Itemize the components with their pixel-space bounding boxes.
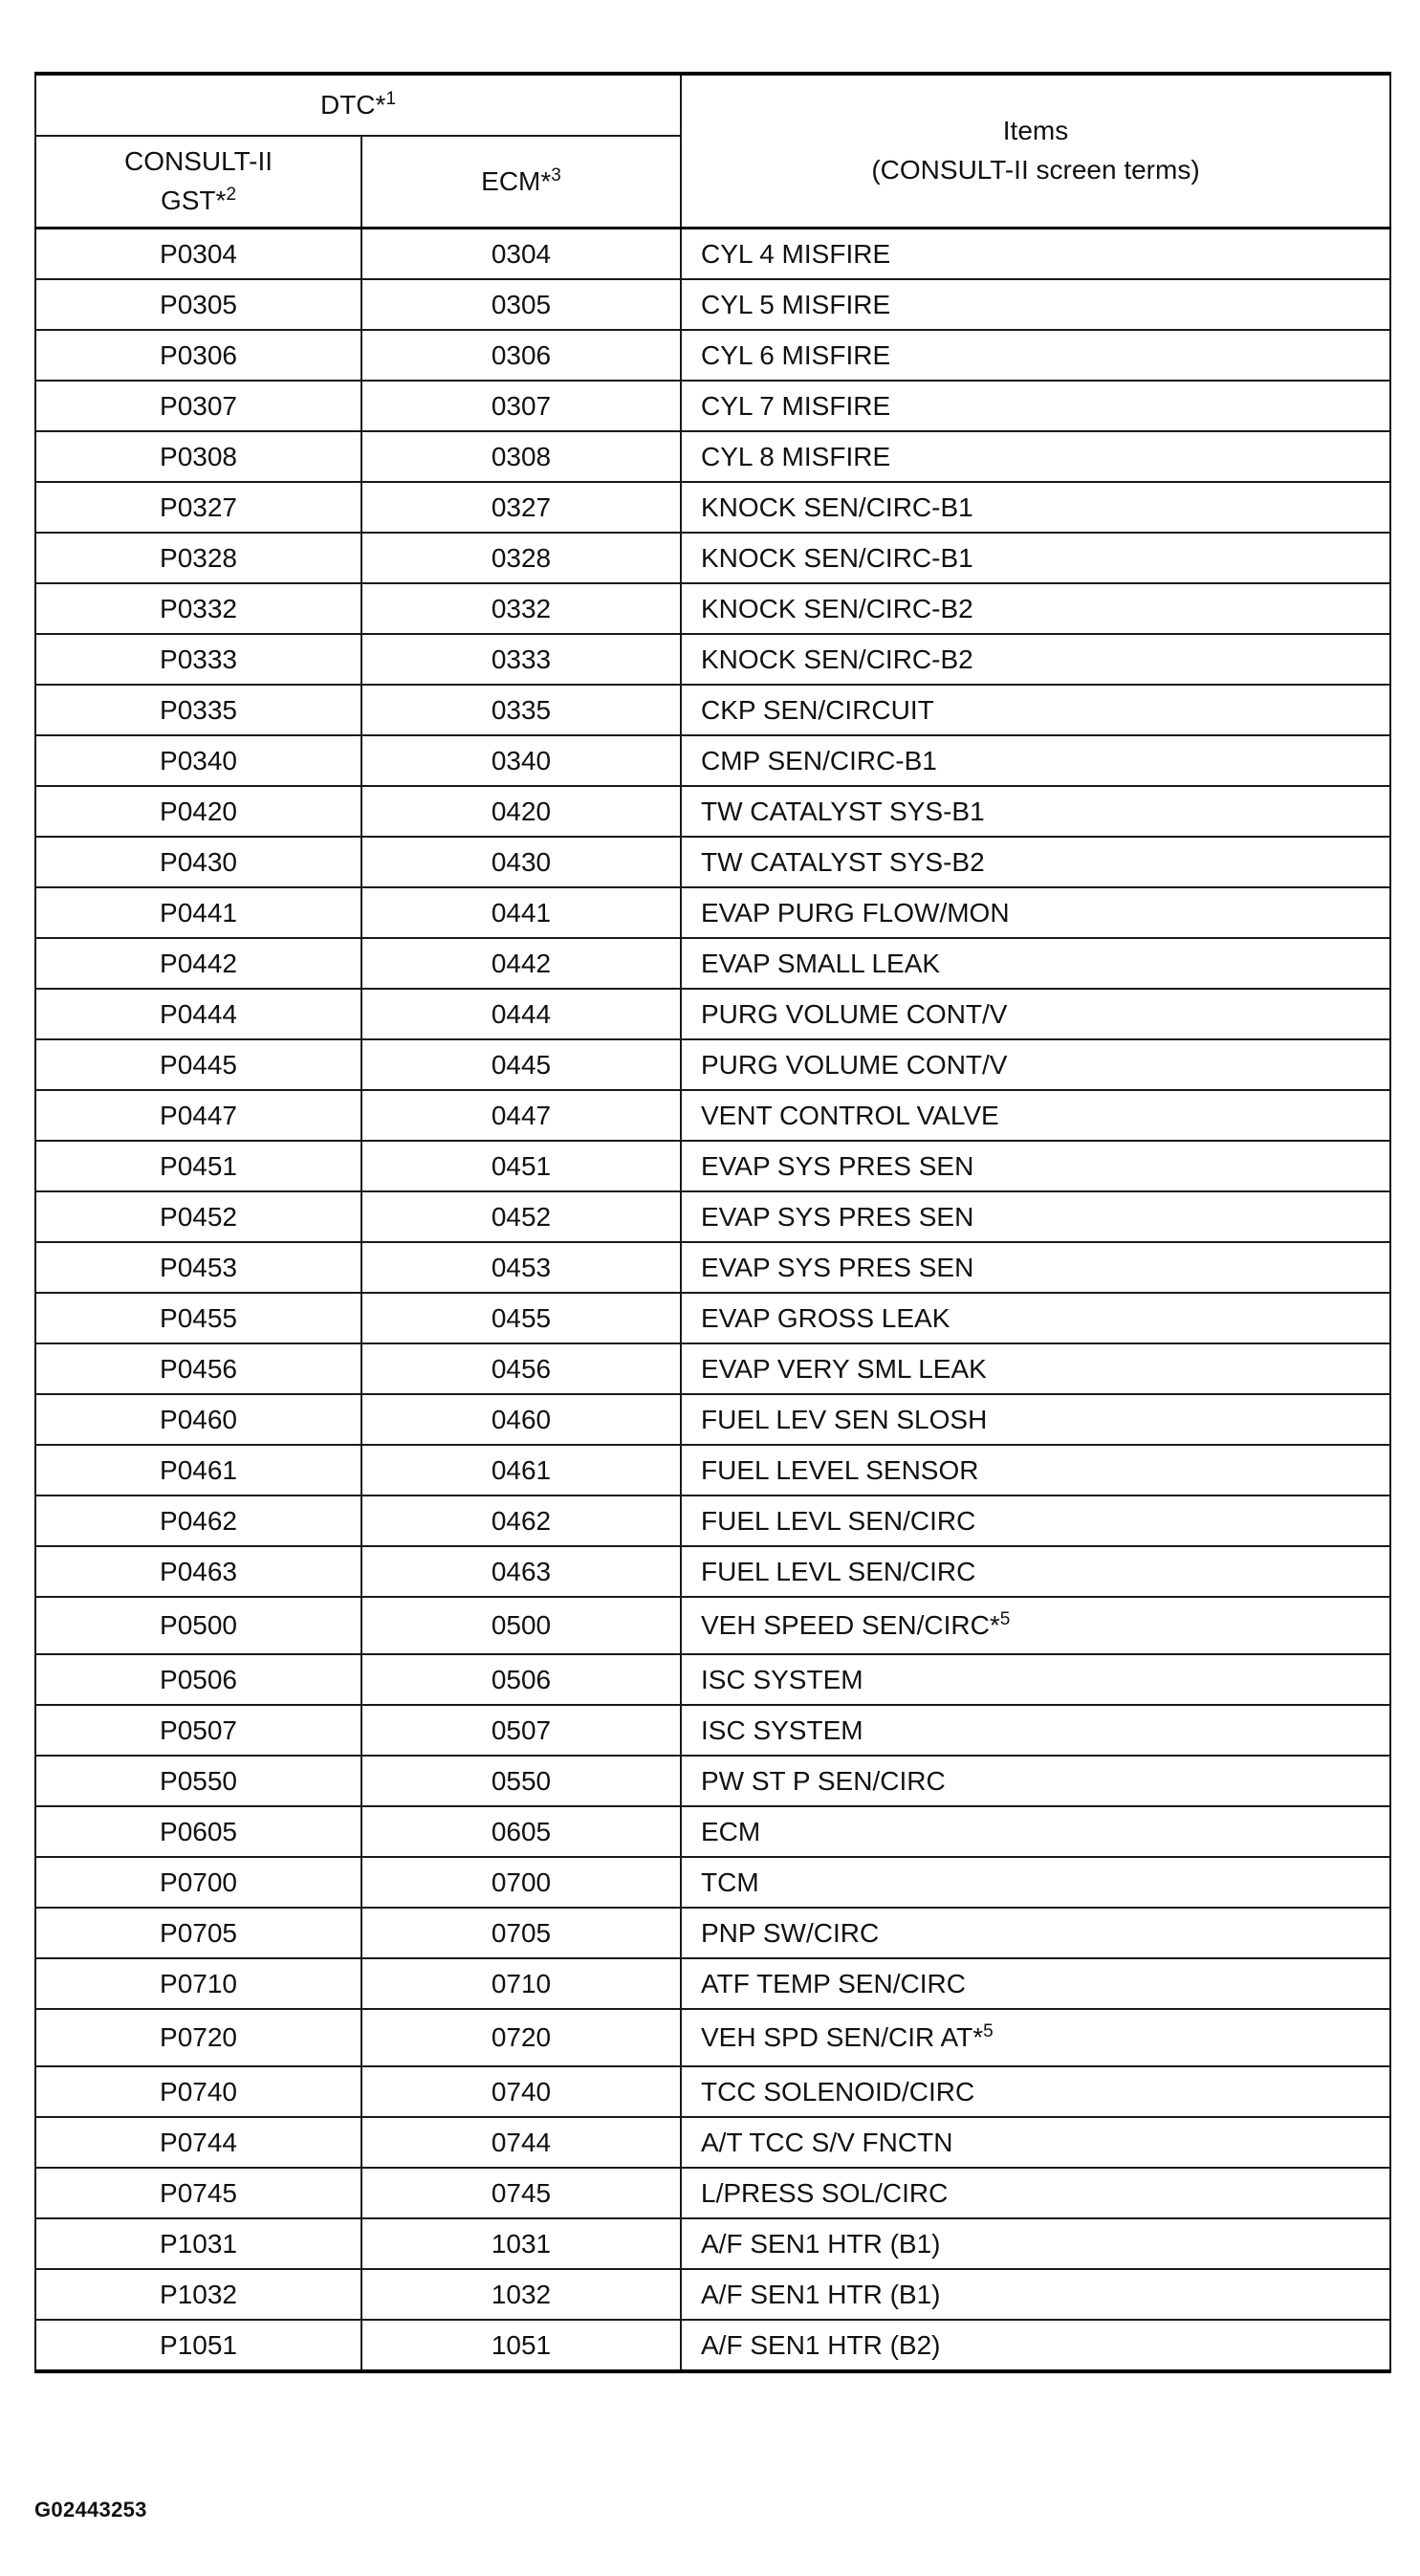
item-term (681, 735, 1390, 786)
consult-gst-code: P0745 (35, 2168, 361, 2218)
item-term (681, 1546, 1390, 1597)
ecm-code: 0455 (361, 1293, 681, 1343)
table-row (35, 2168, 1390, 2218)
item-term (681, 1090, 1390, 1141)
ecm-code: 0447 (361, 1090, 681, 1141)
table-row (35, 229, 1390, 280)
ecm-code: 0460 (361, 1394, 681, 1445)
item-term (681, 1191, 1390, 1242)
table-row (35, 1039, 1390, 1090)
item-term (681, 2117, 1390, 2168)
item-term-text: A/F SEN1 HTR (B1) (701, 2228, 941, 2259)
table-row (35, 1343, 1390, 1394)
ecm-code: 0550 (361, 1756, 681, 1806)
ecm-header: ECM*$^3$ (361, 136, 681, 229)
consult-gst-code: P0455 (35, 1293, 361, 1343)
ecm-code: 0463 (361, 1546, 681, 1597)
table-header (35, 74, 1390, 229)
table-row (35, 1806, 1390, 1857)
consult-gst-code: P0327 (35, 482, 361, 533)
table-row (35, 1090, 1390, 1141)
item-term (681, 938, 1390, 989)
ecm-code: 0306 (361, 330, 681, 381)
item-term-text: PURG VOLUME CONT/V (701, 1049, 1008, 1080)
item-term-text: FUEL LEV SEN SLOSH (701, 1404, 988, 1434)
item-term-text: PNP SW/CIRC (701, 1917, 880, 1948)
table-row (35, 786, 1390, 837)
item-term-text: CYL 5 MISFIRE (701, 289, 891, 319)
table-row (35, 1597, 1390, 1654)
item-term (681, 1394, 1390, 1445)
ecm-code: 0442 (361, 938, 681, 989)
table-row (35, 1293, 1390, 1343)
item-term-text: A/F SEN1 HTR (B2) (701, 2329, 941, 2360)
table-row (35, 1141, 1390, 1191)
item-term-text: ECM (701, 1816, 761, 1846)
consult-gst-code: P0333 (35, 634, 361, 685)
consult-gst-code: P0461 (35, 1445, 361, 1495)
consult-gst-code: P0328 (35, 533, 361, 583)
table-row (35, 1495, 1390, 1546)
ecm-code: 0506 (361, 1654, 681, 1705)
table-row (35, 1546, 1390, 1597)
ecm-code: 0700 (361, 1857, 681, 1908)
ecm-code: 0720 (361, 2009, 681, 2066)
item-term-text: EVAP VERY SML LEAK (701, 1353, 987, 1384)
item-term (681, 431, 1390, 482)
table-row (35, 1394, 1390, 1445)
table-row (35, 634, 1390, 685)
consult-gst-code: P0720 (35, 2009, 361, 2066)
consult-gst-code: P0550 (35, 1756, 361, 1806)
ecm-code: 0461 (361, 1445, 681, 1495)
item-term-text: ISC SYSTEM (701, 1714, 863, 1745)
ecm-code: 0420 (361, 786, 681, 837)
ecm-code: 0462 (361, 1495, 681, 1546)
ecm-code: 0605 (361, 1806, 681, 1857)
consult-gst-code: P0306 (35, 330, 361, 381)
item-term (681, 685, 1390, 735)
table-row (35, 1908, 1390, 1958)
consult-gst-code: P0444 (35, 989, 361, 1039)
item-term-text: EVAP SYS PRES SEN (701, 1201, 974, 1232)
item-term-text: A/F SEN1 HTR (B1) (701, 2279, 941, 2309)
item-term (681, 1141, 1390, 1191)
footnote-marker: 5 (983, 2021, 994, 2042)
item-term-text: CKP SEN/CIRCUIT (701, 694, 934, 725)
ecm-code: 0451 (361, 1141, 681, 1191)
item-term (681, 2218, 1390, 2269)
item-term (681, 1445, 1390, 1495)
item-term-text: CYL 8 MISFIRE (701, 441, 891, 471)
item-term (681, 1756, 1390, 1806)
table-row (35, 887, 1390, 938)
ecm-code: 1032 (361, 2269, 681, 2320)
table-row (35, 938, 1390, 989)
item-term (681, 1343, 1390, 1394)
item-term-text: FUEL LEVL SEN/CIRC (701, 1556, 976, 1586)
table-row (35, 735, 1390, 786)
item-term-text: CYL 4 MISFIRE (701, 238, 891, 269)
consult-gst-code: P0335 (35, 685, 361, 735)
item-term-text: VENT CONTROL VALVE (701, 1100, 999, 1130)
item-term (681, 1806, 1390, 1857)
consult-gst-code: P1032 (35, 2269, 361, 2320)
ecm-code: 0745 (361, 2168, 681, 2218)
item-term-text: A/T TCC S/V FNCTN (701, 2127, 953, 2157)
consult-gst-code: P0445 (35, 1039, 361, 1090)
consult-gst-code: P0420 (35, 786, 361, 837)
item-term (681, 2320, 1390, 2371)
item-term (681, 634, 1390, 685)
table-row (35, 1705, 1390, 1756)
item-term-text: FUEL LEVEL SENSOR (701, 1454, 979, 1485)
consult-gst-code: P0451 (35, 1141, 361, 1191)
item-term (681, 1705, 1390, 1756)
item-term (681, 583, 1390, 634)
consult-gst-code: P0507 (35, 1705, 361, 1756)
table-row (35, 2218, 1390, 2269)
consult-gst-code: P0506 (35, 1654, 361, 1705)
ecm-code: 0445 (361, 1039, 681, 1090)
ecm-code: 0327 (361, 482, 681, 533)
consult-gst-code: P0332 (35, 583, 361, 634)
table-row (35, 1654, 1390, 1705)
consult-gst-code: P1051 (35, 2320, 361, 2371)
item-term (681, 1857, 1390, 1908)
ecm-code: 0304 (361, 229, 681, 280)
ecm-code: 0500 (361, 1597, 681, 1654)
consult-gst-code: P0705 (35, 1908, 361, 1958)
consult-gst-code: P0305 (35, 279, 361, 330)
ecm-code: 0333 (361, 634, 681, 685)
table-body (35, 229, 1390, 2372)
table-row (35, 1756, 1390, 1806)
item-term (681, 2066, 1390, 2117)
item-term (681, 482, 1390, 533)
item-term-text: EVAP SYS PRES SEN (701, 1150, 974, 1181)
ecm-code: 0328 (361, 533, 681, 583)
consult-gst-code: P0340 (35, 735, 361, 786)
consult-gst-code: P0605 (35, 1806, 361, 1857)
consult-gst-code: P0710 (35, 1958, 361, 2009)
consult-gst-code: P0740 (35, 2066, 361, 2117)
table-row (35, 2269, 1390, 2320)
table-row (35, 482, 1390, 533)
item-term-text: EVAP GROSS LEAK (701, 1302, 950, 1333)
table-row (35, 2320, 1390, 2371)
ecm-code: 0740 (361, 2066, 681, 2117)
consult-gst-code: P0500 (35, 1597, 361, 1654)
ecm-code: 0453 (361, 1242, 681, 1293)
item-term-text: KNOCK SEN/CIRC-B2 (701, 593, 973, 623)
consult-gst-code: P0308 (35, 431, 361, 482)
consult-gst-code: P0452 (35, 1191, 361, 1242)
item-term (681, 989, 1390, 1039)
item-term-text: CMP SEN/CIRC-B1 (701, 745, 937, 775)
table-row (35, 1857, 1390, 1908)
table-row (35, 1242, 1390, 1293)
ecm-code: 1051 (361, 2320, 681, 2371)
ecm-code: 0452 (361, 1191, 681, 1242)
consult-gst-code: P0460 (35, 1394, 361, 1445)
consult-gst-code: P0307 (35, 381, 361, 431)
item-term-text: VEH SPD SEN/CIR AT* (701, 2022, 984, 2053)
table-row (35, 685, 1390, 735)
consult-gst-code: P0442 (35, 938, 361, 989)
ecm-code: 0308 (361, 431, 681, 482)
ecm-code: 0332 (361, 583, 681, 634)
item-term-text: ISC SYSTEM (701, 1664, 863, 1694)
item-term-text: PW ST P SEN/CIRC (701, 1765, 946, 1796)
figure-id: G02443253 (34, 2498, 147, 2521)
ecm-code: 0441 (361, 887, 681, 938)
item-term-text: VEH SPEED SEN/CIRC* (701, 1610, 1000, 1641)
ecm-code: 0744 (361, 2117, 681, 2168)
ecm-code: 0710 (361, 1958, 681, 2009)
item-term (681, 330, 1390, 381)
item-term-text: CYL 6 MISFIRE (701, 339, 891, 370)
item-term (681, 1039, 1390, 1090)
consult-gst-code: P0441 (35, 887, 361, 938)
consult-gst-code: P0453 (35, 1242, 361, 1293)
item-term-text: TW CATALYST SYS-B2 (701, 846, 985, 877)
item-term (681, 533, 1390, 583)
ecm-code: 0305 (361, 279, 681, 330)
item-term (681, 229, 1390, 280)
item-term (681, 1908, 1390, 1958)
table-row (35, 2009, 1390, 2066)
item-term (681, 2269, 1390, 2320)
item-term-text: KNOCK SEN/CIRC-B2 (701, 644, 973, 674)
consult-gst-code: P0447 (35, 1090, 361, 1141)
table-row (35, 279, 1390, 330)
item-term (681, 786, 1390, 837)
item-term-text: TW CATALYST SYS-B1 (701, 796, 985, 826)
item-term (681, 2009, 1390, 2066)
item-term (681, 837, 1390, 887)
table-row (35, 1445, 1390, 1495)
item-term-text: TCM (701, 1867, 759, 1897)
ecm-code: 0444 (361, 989, 681, 1039)
table-row (35, 533, 1390, 583)
consult-gst-code: P0463 (35, 1546, 361, 1597)
item-term (681, 1495, 1390, 1546)
item-term (681, 1654, 1390, 1705)
table-row (35, 2117, 1390, 2168)
item-term-text: CYL 7 MISFIRE (701, 390, 891, 421)
item-term (681, 1293, 1390, 1343)
ecm-code: 0335 (361, 685, 681, 735)
table-row (35, 1958, 1390, 2009)
item-term-text: KNOCK SEN/CIRC-B1 (701, 491, 973, 522)
items-header: Items (CONSULT-II screen terms) (681, 74, 1390, 229)
ecm-code: 0705 (361, 1908, 681, 1958)
consult-gst-code: P0430 (35, 837, 361, 887)
consult-gst-code: P0744 (35, 2117, 361, 2168)
item-term (681, 1958, 1390, 2009)
ecm-code: 0430 (361, 837, 681, 887)
item-term-text: TCC SOLENOID/CIRC (701, 2076, 975, 2107)
consult-gst-code: P0456 (35, 1343, 361, 1394)
consult-gst-header: CONSULT-II GST*$^2$ (35, 136, 361, 229)
dtc-header: DTC*$^1$ (35, 74, 681, 136)
table-row (35, 431, 1390, 482)
item-term-text: EVAP SYS PRES SEN (701, 1252, 974, 1282)
table-row (35, 2066, 1390, 2117)
ecm-code: 0507 (361, 1705, 681, 1756)
table-row (35, 989, 1390, 1039)
table-row (35, 1191, 1390, 1242)
consult-gst-code: P1031 (35, 2218, 361, 2269)
consult-gst-code: P0304 (35, 229, 361, 280)
item-term-text: FUEL LEVL SEN/CIRC (701, 1505, 976, 1536)
item-term-text: PURG VOLUME CONT/V (701, 998, 1008, 1029)
item-term (681, 1242, 1390, 1293)
item-term (681, 381, 1390, 431)
ecm-code: 0340 (361, 735, 681, 786)
item-term (681, 2168, 1390, 2218)
item-term (681, 279, 1390, 330)
table-row (35, 583, 1390, 634)
consult-gst-code: P0462 (35, 1495, 361, 1546)
item-term-text: KNOCK SEN/CIRC-B1 (701, 542, 973, 573)
dtc-table (34, 72, 1391, 2373)
consult-gst-code: P0700 (35, 1857, 361, 1908)
table-row (35, 837, 1390, 887)
item-term (681, 1597, 1390, 1654)
ecm-code: 1031 (361, 2218, 681, 2269)
ecm-code: 0307 (361, 381, 681, 431)
item-term-text: EVAP SMALL LEAK (701, 948, 941, 978)
table-row (35, 381, 1390, 431)
item-term (681, 887, 1390, 938)
item-term-text: ATF TEMP SEN/CIRC (701, 1968, 966, 1998)
ecm-code: 0456 (361, 1343, 681, 1394)
item-term-text: L/PRESS SOL/CIRC (701, 2177, 949, 2208)
item-term-text: EVAP PURG FLOW/MON (701, 897, 1010, 928)
footnote-marker: 5 (999, 1609, 1011, 1630)
table-row (35, 330, 1390, 381)
